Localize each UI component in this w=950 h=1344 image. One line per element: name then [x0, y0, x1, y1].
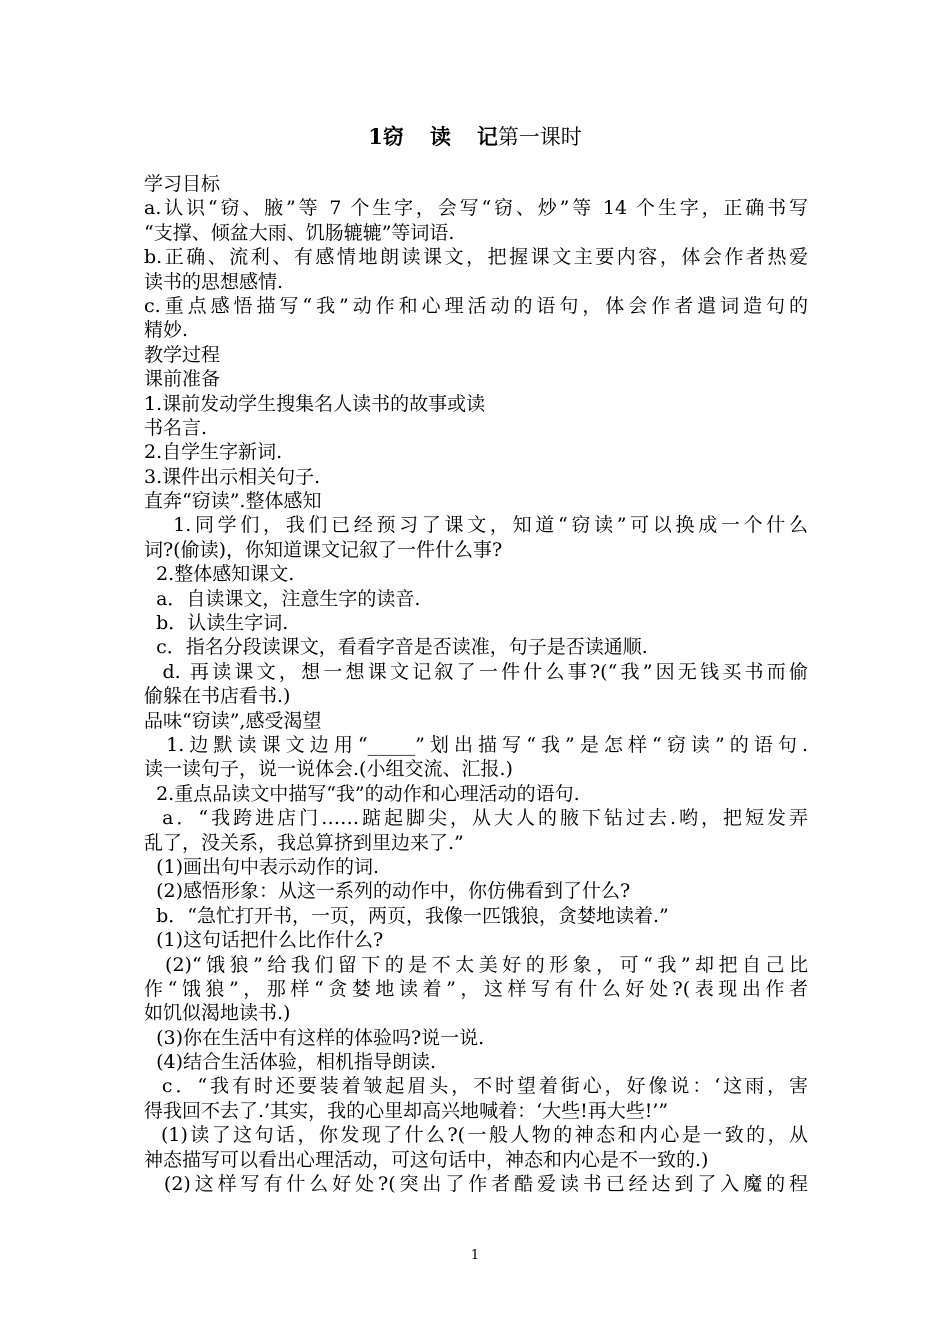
- title-char-1: 窃: [382, 124, 404, 149]
- title-number: 1: [368, 124, 383, 149]
- text-line: “支撑、倾盆大雨、饥肠辘辘”等词语.: [144, 221, 455, 244]
- text-line: b．认读生字词.: [144, 612, 289, 635]
- text-line: (3)你在生活中有这样的体验吗?说一说.: [144, 1026, 485, 1049]
- text-line: 读书的思想感情.: [144, 270, 284, 293]
- text-line: 3.课件出示相关句子.: [144, 465, 321, 488]
- text-line: (1)画出句中表示动作的词.: [144, 855, 380, 878]
- text-line: d. 再读课文，想一想课文记叙了一件什么事?(“我”因无钱买书而偷: [144, 660, 808, 683]
- text-line: 精妙.: [144, 319, 189, 342]
- text-line: (2)“饿狼”给我们留下的是不太美好的形象，可“我”却把自己比: [144, 953, 808, 976]
- document-body: [144, 172, 808, 1196]
- text-line: 2.整体感知课文.: [144, 563, 295, 586]
- text-line: 1.课前发动学生搜集名人读书的故事或读: [144, 392, 486, 415]
- text-line: a．自读课文，注意生字的读音.: [144, 587, 421, 610]
- text-line: 书名言.: [144, 416, 208, 439]
- text-line: 读一读句子，说一说体会.(小组交流、汇报.): [144, 758, 513, 781]
- text-line: 2.自学生字新词.: [144, 441, 283, 464]
- text-line: 乱了，没关系，我总算挤到里边来了.”: [144, 831, 464, 854]
- text-line: 词?(偷读)，你知道课文记叙了一件什么事?: [144, 538, 503, 561]
- text-line: 直奔“窃读”.整体感知: [144, 490, 322, 513]
- title-char-2: 读: [429, 124, 451, 149]
- title-char-3: 记: [476, 124, 498, 149]
- text-line: 课前准备: [144, 368, 221, 391]
- text-line: (2)这样写有什么好处?(突出了作者酷爱读书已经达到了入魔的程: [144, 1173, 808, 1196]
- text-line: b．“急忙打开书，一页，两页，我像一匹饿狼，贪婪地读着.”: [144, 904, 669, 927]
- text-line: c.重点感悟描写“我”动作和心理活动的语句，体会作者遣词造句的: [144, 294, 808, 317]
- text-line: 神态描写可以看出心理活动，可这句话中，神态和内心是不一致的.): [144, 1148, 709, 1171]
- text-line: (4)结合生活体验，相机指导朗读.: [144, 1051, 437, 1074]
- text-line: 得我回不去了.’其实，我的心里却高兴地喊着：‘大些!再大些!’”: [144, 1099, 669, 1122]
- text-line: 学习目标: [144, 173, 221, 195]
- text-line: b.正确、流利、有感情地朗读课文，把握课文主要内容，体会作者热爱: [144, 246, 808, 269]
- text-line: a．“我跨进店门……踮起脚尖，从大人的腋下钻过去.哟，把短发弄: [144, 807, 808, 830]
- text-line: 如饥似渴地读书.): [144, 1002, 291, 1025]
- page-title: [0, 122, 950, 152]
- text-line: (2)感悟形象：从这一系列的动作中，你仿佛看到了什么?: [144, 880, 631, 903]
- text-line: 教学过程: [144, 343, 221, 366]
- text-line: 1.同学们，我们已经预习了课文，知道“窃读”可以换成一个什么: [144, 514, 808, 537]
- text-line: 2.重点品读文中描写“我”的动作和心理活动的语句.: [144, 782, 580, 805]
- title-suffix: 第一课时: [497, 125, 582, 149]
- text-line: (1)这句话把什么比作什么?: [144, 929, 384, 952]
- text-line: (1)读了这句话，你发现了什么?(一般人物的神态和内心是一致的，从: [144, 1124, 808, 1147]
- text-line: a.认识“窃、腋”等 7 个生字，会写“窃、炒”等 14 个生字，正确书写: [144, 197, 808, 220]
- text-line: c．“我有时还要装着皱起眉头，不时望着街心，好像说：‘这雨，害: [144, 1075, 808, 1098]
- text-line: c．指名分段读课文，看看字音是否读准，句子是否读通顺.: [144, 636, 648, 659]
- page-number: 1: [470, 1248, 480, 1263]
- text-line: 偷躲在书店看书.): [144, 685, 291, 708]
- text-line: 品味“窃读”,感受渴望: [144, 709, 322, 732]
- text-line: 作“饿狼”，那样“贪婪地读着”，这样写有什么好处?(表现出作者: [144, 977, 808, 1000]
- text-line: 1.边默读课文边用“_____”划出描写“我”是怎样“窃读”的语句.: [144, 733, 808, 756]
